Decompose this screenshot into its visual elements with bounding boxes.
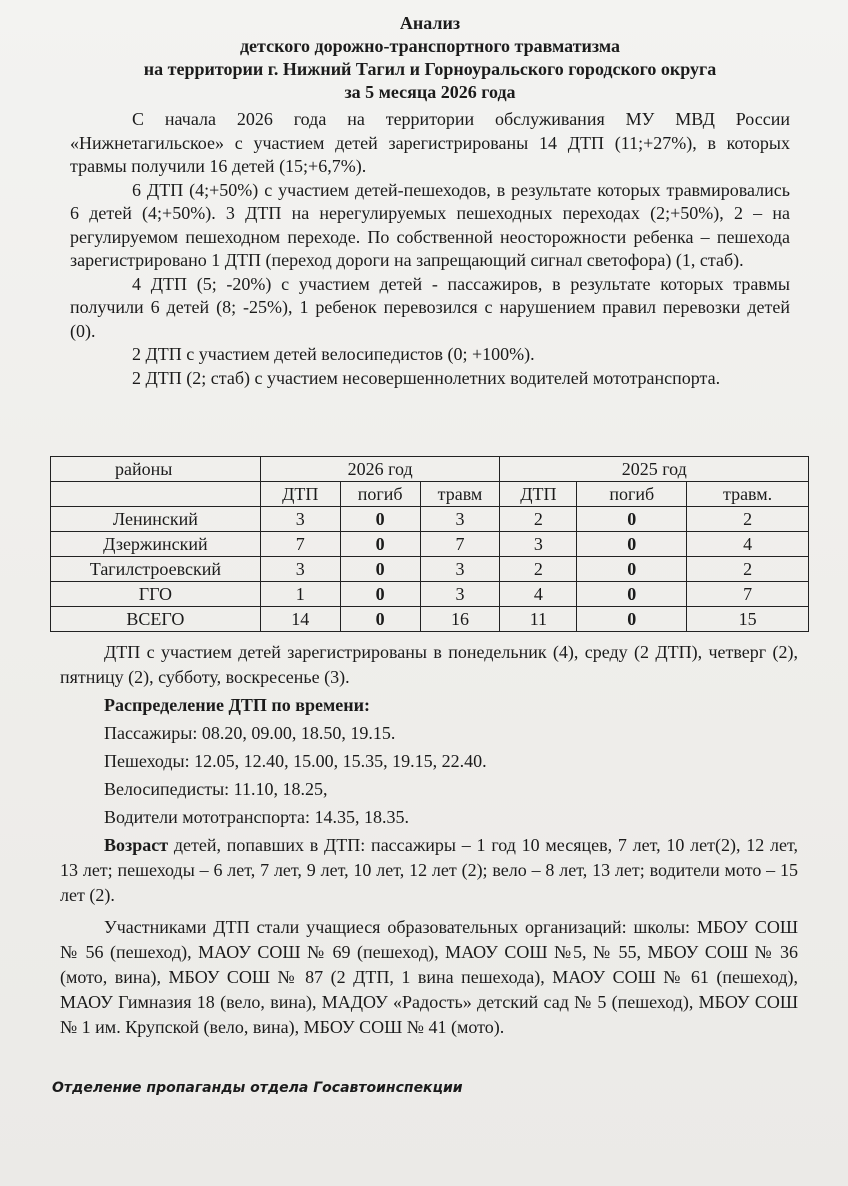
table-row xyxy=(51,507,809,532)
cell-value: 3 xyxy=(420,582,500,607)
time-line-passengers: Пассажиры: 08.20, 09.00, 18.50, 19.15. xyxy=(104,723,396,743)
subheader-2025-injured: травм. xyxy=(687,482,809,507)
cell-value: 0 xyxy=(340,557,420,582)
cell-value: 0 xyxy=(577,507,687,532)
cell-value: 15 xyxy=(687,607,809,632)
cell-value: 3 xyxy=(260,507,340,532)
cell-value: 3 xyxy=(420,507,500,532)
schools-paragraph: Участниками ДТП стали учащиеся образовательных организаций: школы: МБОУ СОШ № 56 (пешеход), МАОУ СОШ № 69 (пешеход), МАОУ СОШ №5, № 55, МБОУ СОШ № 36 (мото, вина), МБОУ СОШ № 87 (2 ДТП, 1 вина пешехода), МАОУ СОШ № 61 (пешеход), МАОУ Гимназия 18 (вело, вина), МАДОУ «Радость» детский сад № 5 (пешеход), МБОУ СОШ № 1 им. Крупской (вело, вина), МБОУ СОШ № 41 (мото). xyxy=(60,917,798,1037)
row-district-name: Дзержинский xyxy=(51,532,261,557)
time-line-moto: Водители мототранспорта: 14.35, 18.35. xyxy=(104,807,409,827)
time-distribution-heading: Распределение ДТП по времени: xyxy=(104,695,371,715)
cell-value: 0 xyxy=(340,607,420,632)
cell-value: 0 xyxy=(577,557,687,582)
row-district-name: Ленинский xyxy=(51,507,261,532)
cell-value: 14 xyxy=(260,607,340,632)
subheader-2025-killed: погиб xyxy=(577,482,687,507)
cell-value: 0 xyxy=(577,582,687,607)
cell-value: 2 xyxy=(500,507,577,532)
cell-value: 0 xyxy=(340,507,420,532)
cell-value: 3 xyxy=(260,557,340,582)
cell-value: 1 xyxy=(260,582,340,607)
age-paragraph xyxy=(60,833,798,908)
cell-value: 3 xyxy=(500,532,577,557)
row-district-name: ГГО xyxy=(51,582,261,607)
table-row xyxy=(51,557,809,582)
row-district-name: Тагилстроевский xyxy=(51,557,261,582)
subheader-2026-injured: травм xyxy=(420,482,500,507)
subheader-2026-dtp: ДТП xyxy=(260,482,340,507)
document-title xyxy=(80,12,780,104)
weekdays-paragraph: ДТП с участием детей зарегистрированы в понедельник (4), среду (2 ДТП), четверг (2), пятницу (2), субботу, воскресенье (3). xyxy=(60,642,798,687)
cell-value: 16 xyxy=(420,607,500,632)
table-subheader-row xyxy=(51,482,809,507)
title-line-2: детского дорожно-транспортного травматизма xyxy=(239,36,621,56)
subheader-empty xyxy=(51,482,261,507)
district-statistics-table xyxy=(50,456,809,632)
cell-value: 7 xyxy=(260,532,340,557)
table-row xyxy=(51,532,809,557)
cell-value: 2 xyxy=(687,557,809,582)
cell-value: 2 xyxy=(687,507,809,532)
cell-value: 0 xyxy=(340,532,420,557)
paragraph-moto-drivers: 2 ДТП (2; стаб) с участием несовершеннолетних водителей мототранспорта. xyxy=(132,367,721,388)
age-label: Возраст xyxy=(104,835,169,855)
header-year-2026: 2026 год xyxy=(260,457,500,482)
cell-value: 0 xyxy=(577,532,687,557)
cell-value: 4 xyxy=(687,532,809,557)
cell-value: 3 xyxy=(420,557,500,582)
table-total-row xyxy=(51,607,809,632)
cell-value: 0 xyxy=(340,582,420,607)
title-line-1: Анализ xyxy=(399,13,461,33)
table-header-row xyxy=(51,457,809,482)
subheader-2026-killed: погиб xyxy=(340,482,420,507)
header-year-2025: 2025 год xyxy=(500,457,809,482)
cell-value: 7 xyxy=(420,532,500,557)
cell-value: 0 xyxy=(577,607,687,632)
cell-value: 4 xyxy=(500,582,577,607)
paragraph-pedestrians: 6 ДТП (4;+50%) с участием детей-пешеходов, в результате которых травмировались 6 детей (4;+50%). 3 ДТП на нерегулируемых пешеходных переходах (2;+50%), 2 – на регулируемом пешеходном переходе. По собственной неосторожности ребенка – пешехода зарегистрировано 1 ДТП (переход дороги на запрещающий сигнал светофора) (1, стаб). xyxy=(70,179,790,270)
row-total-label: ВСЕГО xyxy=(51,607,261,632)
age-text: детей, попавших в ДТП: пассажиры – 1 год 10 месяцев, 7 лет, 10 лет(2), 12 лет, 13 лет; пешеходы – 6 лет, 7 лет, 9 лет, 10 лет, 12 лет (2); вело – 8 лет, 13 лет; водители мото – 15 лет (2). xyxy=(60,835,798,905)
cell-value: 11 xyxy=(500,607,577,632)
analysis-details xyxy=(60,640,798,1040)
paragraph-passengers: 4 ДТП (5; -20%) с участием детей - пассажиров, в результате которых травмы получили 6 детей (8; -25%), 1 ребенок перевозился с нарушением правил перевозки детей (0). xyxy=(70,273,790,341)
cell-value: 2 xyxy=(500,557,577,582)
paragraph-total: С начала 2026 года на территории обслуживания МУ МВД России «Нижнетагильское» с участием детей зарегистрированы 14 ДТП (11;+27%), в которых травмы получили 16 детей (15;+6,7%). xyxy=(70,109,790,176)
title-line-3: на территории г. Нижний Тагил и Горноуральского городского округа xyxy=(143,59,717,79)
cell-value: 7 xyxy=(687,582,809,607)
subheader-2025-dtp: ДТП xyxy=(500,482,577,507)
paragraph-cyclists: 2 ДТП с участием детей велосипедистов (0; +100%). xyxy=(132,344,535,364)
title-line-4: за 5 месяца 2026 года xyxy=(344,82,516,102)
time-line-cyclists: Велосипедисты: 11.10, 18.25, xyxy=(104,779,328,799)
time-line-pedestrians: Пешеходы: 12.05, 12.40, 15.00, 15.35, 19.15, 22.40. xyxy=(104,751,487,771)
table-row xyxy=(51,582,809,607)
header-districts: районы xyxy=(51,457,261,482)
intro-text xyxy=(70,108,790,390)
footer-signature: Отделение пропаганды отдела Госавтоинспекции xyxy=(52,1080,463,1096)
